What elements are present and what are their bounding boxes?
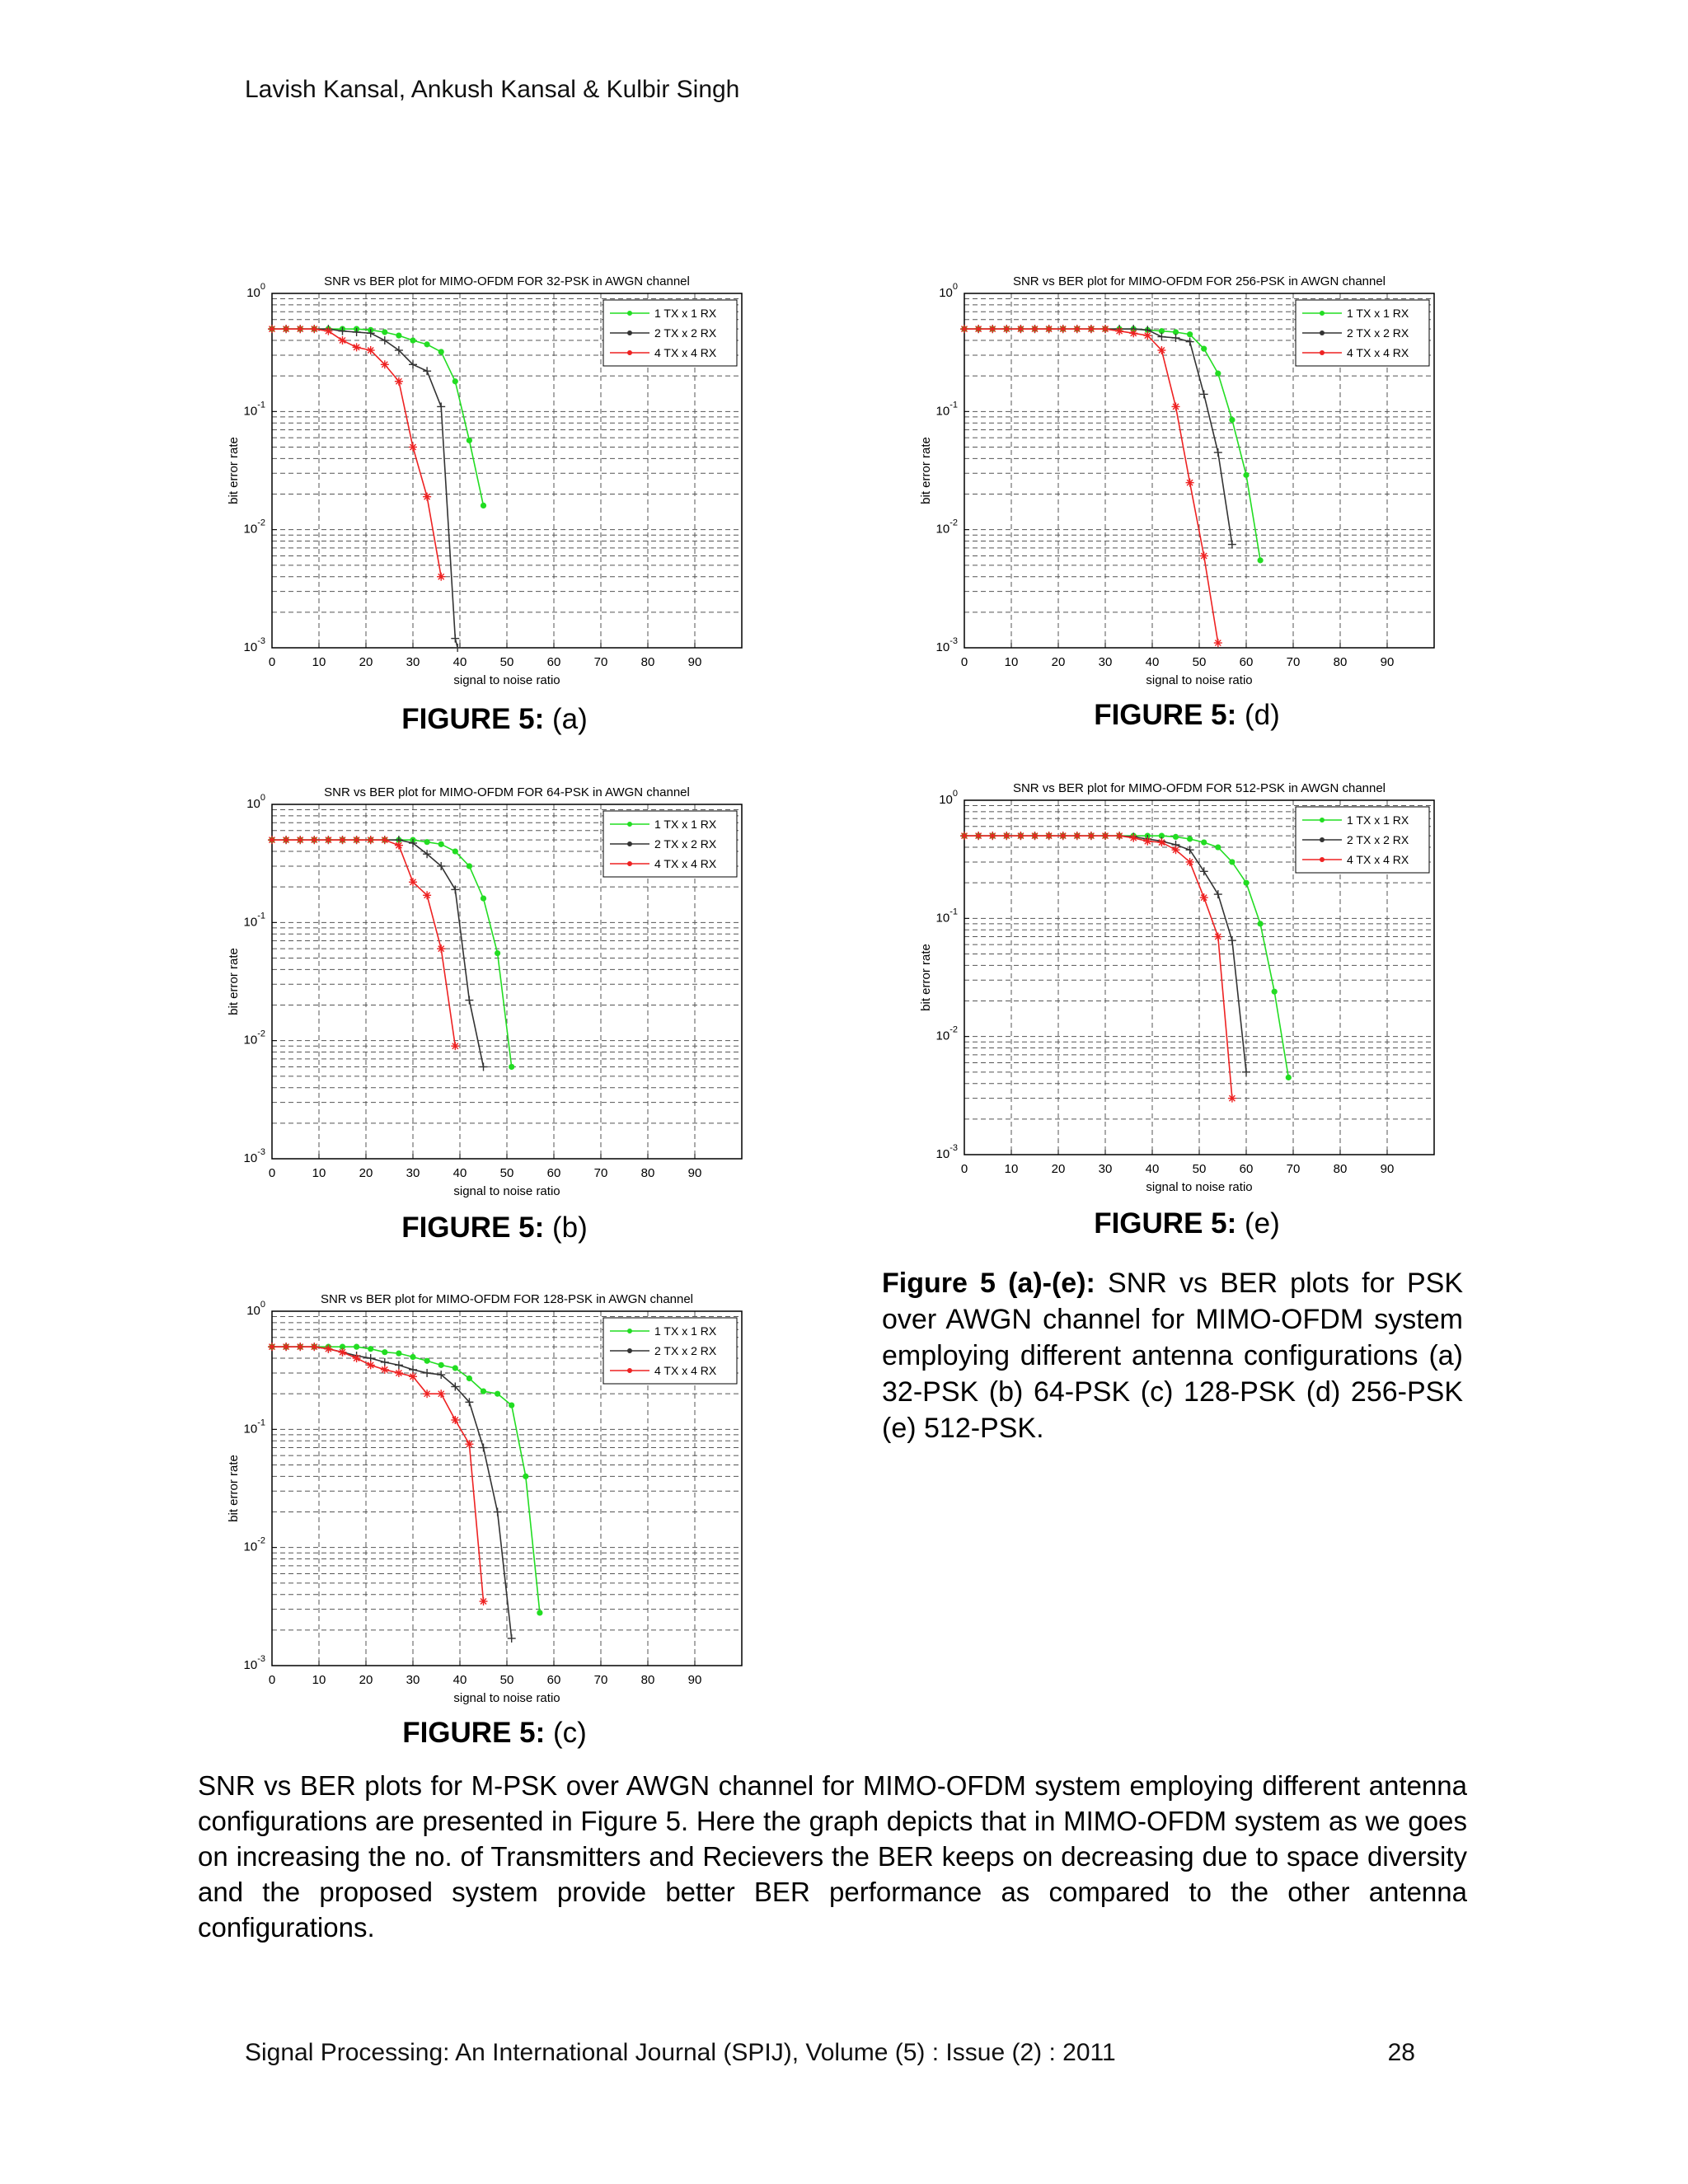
data-point [523,1474,528,1479]
x-axis-label: signal to noise ratio [1146,673,1253,687]
page-footer [245,2039,1415,2067]
data-point [382,329,387,335]
x-tick-label: 0 [268,1166,276,1180]
data-point [368,1346,373,1352]
figure-sub: (e) [1245,1207,1280,1240]
data-point [452,848,458,854]
x-tick-label: 20 [359,655,373,669]
page-header-authors: Lavish Kansal, Ankush Kansal & Kulbir Singh [245,76,740,103]
data-point [1187,836,1193,841]
y-tick-label: $10^{-1}$ [935,907,958,926]
y-tick-label: $10^0$ [939,789,958,807]
legend-marker [627,1368,632,1373]
chart-title: SNR vs BER plot for MIMO-OFDM FOR 128-PSK in AWGN channel [320,1292,694,1306]
x-tick-label: 60 [546,1166,561,1180]
legend-marker [1320,330,1325,335]
data-point [495,950,500,956]
x-tick-label: 90 [687,1166,702,1180]
x-tick-label: 70 [1286,655,1301,669]
y-tick-label: $10^0$ [246,282,265,300]
data-point [452,1365,458,1371]
x-tick-label: 50 [499,1673,514,1687]
y-tick-label: $10^{-3}$ [243,636,265,654]
data-point [1243,880,1249,886]
y-axis-label: bit error rate [227,1455,241,1522]
chart-svg [915,769,1442,1230]
x-tick-label: 30 [1098,1162,1113,1176]
x-tick-label: 20 [1051,1162,1066,1176]
data-point [467,1376,472,1381]
data-point [1215,844,1221,850]
x-tick-label: 10 [312,655,326,669]
x-axis-label: signal to noise ratio [453,1691,560,1705]
chart-title: SNR vs BER plot for MIMO-OFDM FOR 512-PSK in AWGN channel [1012,781,1386,795]
y-tick-label: $10^{-1}$ [935,400,958,419]
x-tick-label: 10 [1004,1162,1019,1176]
y-tick-label: $10^{-3}$ [935,1143,958,1161]
data-point [509,1064,514,1070]
data-point [268,836,276,844]
legend-marker [1320,837,1325,842]
legend-label: 4 TX x 4 RX [654,346,717,359]
figure-sub: (d) [1245,699,1280,731]
legend-marker [627,350,632,355]
chart-title: SNR vs BER plot for MIMO-OFDM FOR 64-PSK in AWGN channel [324,785,690,799]
figure-label: FIGURE 5: [1094,699,1237,731]
data-point [396,333,401,339]
legend-label: 1 TX x 1 RX [654,307,717,320]
figure-group-caption-text: SNR vs BER plots for PSK over AWGN channel for MIMO-OFDM system employing different antenna configurations (a) 32-PSK (b) 64-PSK (c) 128-PSK (d) 256-PSK (e) 512-PSK. [882,1268,1463,1444]
data-point [1243,472,1249,478]
y-tick-label: $10^{-3}$ [243,1654,265,1672]
legend-marker [627,330,632,335]
x-tick-label: 20 [359,1673,373,1687]
figure-group-caption [882,1265,1463,1446]
data-point [1229,859,1235,865]
x-tick-label: 60 [546,1673,561,1687]
legend-label: 4 TX x 4 RX [654,1364,717,1377]
x-tick-label: 40 [452,1166,467,1180]
figure-group-caption-label: Figure 5 (a)-(e): [882,1268,1095,1299]
data-point [467,438,472,443]
x-axis-label: signal to noise ratio [453,1184,560,1198]
x-tick-label: 70 [593,1166,608,1180]
x-tick-label: 90 [1380,655,1395,669]
figure-caption-c [231,1717,758,1750]
legend-label: 4 TX x 4 RX [1347,346,1409,359]
x-tick-label: 40 [1145,655,1160,669]
x-tick-label: 30 [406,655,420,669]
data-point [424,839,430,845]
chart-256psk [915,262,1442,724]
data-point [1258,921,1264,926]
y-tick-label: $10^{-3}$ [935,636,958,654]
x-tick-label: 10 [312,1673,326,1687]
chart-svg [223,262,750,724]
y-tick-label: $10^{-1}$ [243,400,265,419]
x-tick-label: 50 [1192,655,1207,669]
body-paragraph: SNR vs BER plots for M-PSK over AWGN channel for MIMO-OFDM system employing different antenna configurations are presented in Figure 5. Here the graph depicts that in MIMO-OFDM system as we goes on increasing the no. of Transmitters and Recievers the BER keeps on decreasing due to space diversity and the proposed system provide better BER performance as compared to the other antenna configurations. [198,1770,1467,1943]
x-tick-label: 70 [593,1673,608,1687]
legend-label: 1 TX x 1 RX [654,1324,717,1338]
legend-label: 1 TX x 1 RX [1347,813,1409,827]
data-point [467,863,472,869]
y-axis-label: bit error rate [227,437,241,504]
legend-marker [627,822,632,827]
x-tick-label: 0 [960,655,968,669]
y-tick-label: $10^{-1}$ [243,911,265,930]
x-tick-label: 90 [1380,1162,1395,1176]
y-tick-label: $10^{-2}$ [243,1535,265,1554]
chart-32psk [223,262,750,724]
chart-64psk [223,773,750,1235]
data-point [1272,989,1278,995]
chart-svg [915,262,1442,724]
data-point [1173,834,1179,840]
figure-caption-a [231,703,758,736]
figure-label: FIGURE 5: [402,1717,546,1749]
x-tick-label: 50 [499,655,514,669]
data-point [452,378,458,384]
data-point [1215,371,1221,377]
legend-label: 2 TX x 2 RX [654,1344,717,1357]
chart-512psk [915,769,1442,1230]
data-point [324,836,332,844]
x-tick-label: 40 [1145,1162,1160,1176]
x-tick-label: 90 [687,1673,702,1687]
x-tick-label: 80 [1333,1162,1348,1176]
legend-label: 4 TX x 4 RX [654,857,717,870]
y-tick-label: $10^0$ [246,793,265,811]
x-tick-label: 80 [640,1673,655,1687]
y-axis-label: bit error rate [919,437,933,504]
chart-128psk [223,1280,750,1741]
legend-label: 2 TX x 2 RX [1347,326,1409,340]
y-tick-label: $10^0$ [246,1300,265,1318]
chart-title: SNR vs BER plot for MIMO-OFDM FOR 256-PSK in AWGN channel [1012,274,1386,288]
legend-marker [1320,350,1325,355]
legend-marker [627,311,632,316]
x-tick-label: 80 [640,1166,655,1180]
x-tick-label: 20 [1051,655,1066,669]
x-axis-label: signal to noise ratio [1146,1180,1253,1194]
data-point [1187,331,1193,337]
x-tick-label: 0 [268,655,276,669]
x-axis-label: signal to noise ratio [453,673,560,687]
data-point [396,1351,401,1357]
data-point [424,1358,430,1364]
x-tick-label: 50 [499,1166,514,1180]
y-axis-label: bit error rate [227,948,241,1015]
x-tick-label: 60 [1239,1162,1254,1176]
x-tick-label: 50 [1192,1162,1207,1176]
figure-sub: (a) [552,703,588,735]
data-point [410,1354,415,1360]
legend-label: 2 TX x 2 RX [654,326,717,340]
legend-marker [627,1348,632,1353]
footer-journal: Signal Processing: An International Journal (SPIJ), Volume (5) : Issue (2) : 2011 [245,2039,1116,2066]
y-axis-label: bit error rate [919,944,933,1011]
legend-marker [627,841,632,846]
x-tick-label: 20 [359,1166,373,1180]
data-point [353,343,361,351]
legend-label: 1 TX x 1 RX [1347,307,1409,320]
y-tick-label: $10^{-2}$ [935,518,958,537]
legend-label: 1 TX x 1 RX [654,818,717,831]
legend-marker [1320,818,1325,823]
data-point [481,503,486,509]
x-tick-label: 80 [1333,655,1348,669]
y-tick-label: $10^{-3}$ [243,1147,265,1165]
data-point [1229,417,1235,423]
y-tick-label: $10^{-2}$ [243,518,265,537]
data-point [537,1610,542,1615]
legend-marker [1320,311,1325,316]
data-point [438,349,444,354]
data-point [1258,557,1264,563]
legend-label: 4 TX x 4 RX [1347,853,1409,866]
data-point [495,1391,500,1397]
data-point [509,1402,514,1408]
y-tick-label: $10^{-2}$ [243,1029,265,1047]
legend-marker [627,1329,632,1333]
data-point [410,337,415,343]
x-tick-label: 70 [1286,1162,1301,1176]
data-point [438,841,444,847]
data-point [1286,1075,1292,1080]
x-tick-label: 10 [312,1166,326,1180]
legend-marker [627,861,632,866]
x-tick-label: 40 [452,655,467,669]
figure-caption-d [923,699,1451,732]
x-tick-label: 0 [960,1162,968,1176]
x-tick-label: 90 [687,655,702,669]
x-tick-label: 80 [640,655,655,669]
x-tick-label: 30 [406,1166,420,1180]
legend-marker [1320,857,1325,862]
x-tick-label: 30 [1098,655,1113,669]
data-point [1201,840,1207,846]
data-point [424,341,430,347]
chart-title: SNR vs BER plot for MIMO-OFDM FOR 32-PSK in AWGN channel [324,274,690,288]
data-point [282,836,290,844]
x-tick-label: 30 [406,1673,420,1687]
x-tick-label: 10 [1004,655,1019,669]
x-tick-label: 60 [1239,655,1254,669]
x-tick-label: 60 [546,655,561,669]
data-point [481,1389,486,1394]
data-point [339,836,347,844]
y-tick-label: $10^0$ [939,282,958,300]
figure-label: FIGURE 5: [401,703,545,735]
figure-caption-e [923,1207,1451,1240]
figure-label: FIGURE 5: [401,1212,545,1244]
data-point [353,836,361,844]
figure-caption-b [231,1212,758,1244]
chart-svg [223,1280,750,1741]
data-point [481,895,486,901]
data-point [1201,346,1207,352]
data-point [438,1362,444,1368]
figure-sub: (c) [553,1717,587,1749]
x-tick-label: 40 [452,1673,467,1687]
x-tick-label: 0 [268,1673,276,1687]
figure-sub: (b) [552,1212,588,1244]
x-tick-label: 70 [593,655,608,669]
y-tick-label: $10^{-1}$ [243,1418,265,1436]
legend-label: 2 TX x 2 RX [1347,833,1409,846]
page-number: 28 [1387,2039,1415,2066]
figure-label: FIGURE 5: [1094,1207,1237,1240]
y-tick-label: $10^{-2}$ [935,1024,958,1043]
legend-label: 2 TX x 2 RX [654,837,717,851]
chart-svg [223,773,750,1235]
data-point [382,1349,387,1355]
data-point [354,1344,359,1350]
